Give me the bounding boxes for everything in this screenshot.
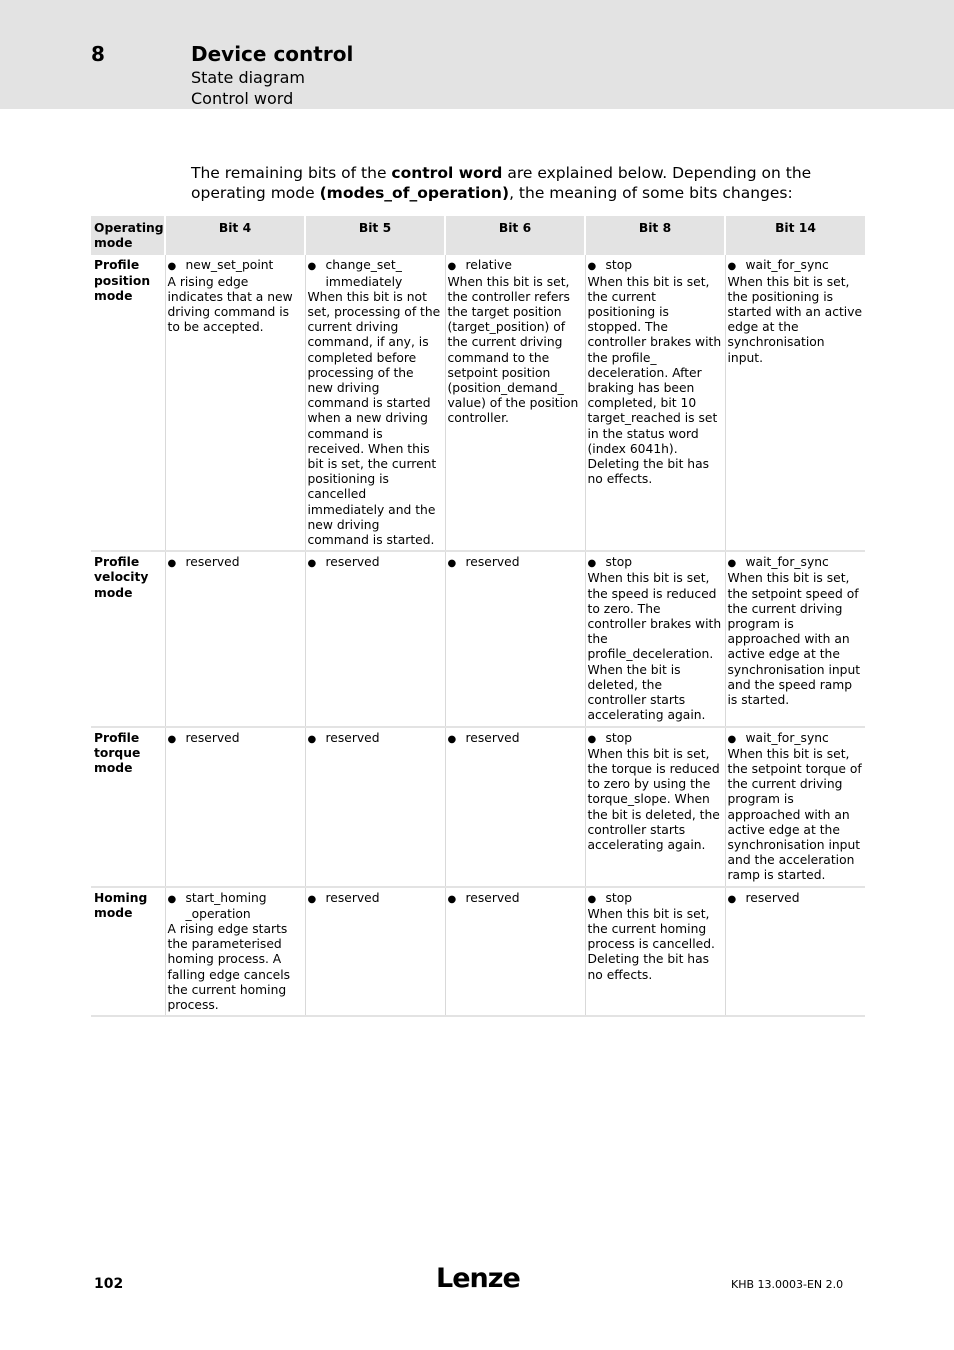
mode-cell: Profile torque mode bbox=[91, 727, 165, 887]
table-row bbox=[91, 255, 865, 551]
section-subtitle: State diagram bbox=[191, 68, 305, 87]
bit-name: ● stop bbox=[588, 731, 723, 747]
bit-description: A rising edge indicates that a new driving command is to be accepted. bbox=[167, 274, 293, 335]
intro-bold-modes: (modes_of_operation) bbox=[319, 184, 510, 202]
bit-description: When this bit is set, the current homing process is cancelled. Deleting the bit has no effects. bbox=[587, 906, 715, 982]
header-bit-8: Bit 8 bbox=[585, 216, 725, 255]
bit-name: ● start_homing _operation bbox=[168, 891, 303, 922]
intro-paragraph bbox=[191, 163, 871, 203]
bit-cell bbox=[165, 551, 305, 726]
bit-name: ● stop bbox=[588, 555, 723, 571]
bit-cell bbox=[305, 551, 445, 726]
bit-name: ● stop bbox=[588, 891, 723, 907]
bit-name: ● wait_for_sync bbox=[728, 731, 864, 747]
bit-name: ● change_set_ immediately bbox=[308, 258, 443, 289]
bit-cell bbox=[585, 551, 725, 726]
chapter-title: Device control bbox=[191, 42, 354, 66]
bit-name: ● wait_for_sync bbox=[728, 258, 864, 274]
bit-cell bbox=[585, 255, 725, 551]
bit-name: ● wait_for_sync bbox=[728, 555, 864, 571]
header-operating-mode: Operating mode bbox=[91, 216, 165, 255]
table-row bbox=[91, 887, 865, 1017]
control-word-bits-table bbox=[91, 216, 865, 1017]
bit-cell bbox=[305, 727, 445, 887]
mode-cell: Profile velocity mode bbox=[91, 551, 165, 726]
bit-cell bbox=[725, 551, 865, 726]
bit-name: ● reserved bbox=[448, 891, 583, 907]
subsection-subtitle: Control word bbox=[191, 89, 294, 108]
bit-cell bbox=[445, 551, 585, 726]
bit-description: When this bit is set, the controller refers the target position (target_position) of the current driving command to the setpoint position (position_demand_ value) of the position controller. bbox=[447, 274, 579, 426]
bit-description: A rising edge starts the parameterised homing process. A falling edge cancels the current homing process. bbox=[167, 921, 291, 1012]
bit-cell bbox=[305, 887, 445, 1017]
bit-cell bbox=[725, 255, 865, 551]
bit-cell bbox=[725, 887, 865, 1017]
bit-cell bbox=[445, 727, 585, 887]
bit-name: ● new_set_point bbox=[168, 258, 303, 274]
bit-name: ● reserved bbox=[308, 891, 443, 907]
bit-name: ● reserved bbox=[308, 731, 443, 747]
bit-name: ● stop bbox=[588, 258, 723, 274]
bit-cell bbox=[165, 727, 305, 887]
chapter-number: 8 bbox=[91, 42, 105, 66]
header-bit-5: Bit 5 bbox=[305, 216, 445, 255]
bit-description: When this bit is set, the setpoint speed of the current driving program is approached with an active edge at the synchronisation input and the speed ramp is started. bbox=[727, 571, 861, 708]
bit-name: ● reserved bbox=[448, 555, 583, 571]
bit-cell bbox=[725, 727, 865, 887]
bit-cell bbox=[445, 255, 585, 551]
table-row bbox=[91, 727, 865, 887]
bit-cell bbox=[305, 255, 445, 551]
intro-text-1: The remaining bits of the bbox=[191, 164, 392, 182]
table-row bbox=[91, 551, 865, 726]
header-bit-4: Bit 4 bbox=[165, 216, 305, 255]
bit-name: ● reserved bbox=[728, 891, 864, 907]
bit-description: When this bit is set, the speed is reduced to zero. The controller brakes with the profile_deceleration. When the bit is deleted, the controller starts accelerating again. bbox=[587, 571, 722, 723]
bit-name: ● reserved bbox=[308, 555, 443, 571]
bit-description: When this bit is not set, processing of the current driving command, if any, is completed before processing of the new driving command is started when a new driving command is received. When this bit is set, the current positioning is cancelled immediately and the new driving command is started. bbox=[307, 289, 441, 548]
bit-description: When this bit is set, the torque is reduced to zero by using the torque_slope. When the bit is deleted, the controller starts accelerating again. bbox=[587, 746, 720, 852]
bit-cell bbox=[165, 255, 305, 551]
bit-name: ● reserved bbox=[168, 731, 303, 747]
header-bit-14: Bit 14 bbox=[725, 216, 865, 255]
bit-cell bbox=[585, 887, 725, 1017]
mode-cell: Homing mode bbox=[91, 887, 165, 1017]
intro-text-2: are explained below. Depending on the operating mode bbox=[191, 164, 812, 202]
bit-cell bbox=[585, 727, 725, 887]
bit-name: ● relative bbox=[448, 258, 583, 274]
intro-text-3: , the meaning of some bits changes: bbox=[509, 184, 793, 202]
header-bit-6: Bit 6 bbox=[445, 216, 585, 255]
document-reference: KHB 13.0003-EN 2.0 bbox=[731, 1278, 844, 1291]
page-number: 102 bbox=[94, 1276, 124, 1292]
bit-name: ● reserved bbox=[168, 555, 303, 571]
bit-name: ● reserved bbox=[448, 731, 583, 747]
mode-cell: Profile position mode bbox=[91, 255, 165, 551]
header-band bbox=[0, 0, 954, 109]
bit-description: When this bit is set, the positioning is started with an active edge at the synchronisation input. bbox=[727, 274, 863, 365]
bit-cell bbox=[445, 887, 585, 1017]
intro-bold-control-word: control word bbox=[391, 164, 503, 182]
bit-cell bbox=[165, 887, 305, 1017]
lenze-logo: Lenze bbox=[436, 1263, 520, 1294]
table-header-row bbox=[91, 216, 865, 255]
bit-description: When this bit is set, the current positioning is stopped. The controller brakes with the profile_ deceleration. After braking has been completed, bit 10 target_reached is set in the status word (index 6041h). Deleting the bit has no effects. bbox=[587, 274, 722, 487]
bit-description: When this bit is set, the setpoint torque of the current driving program is approached with an active edge at the synchronisation input and the acceleration ramp is started. bbox=[727, 746, 862, 883]
